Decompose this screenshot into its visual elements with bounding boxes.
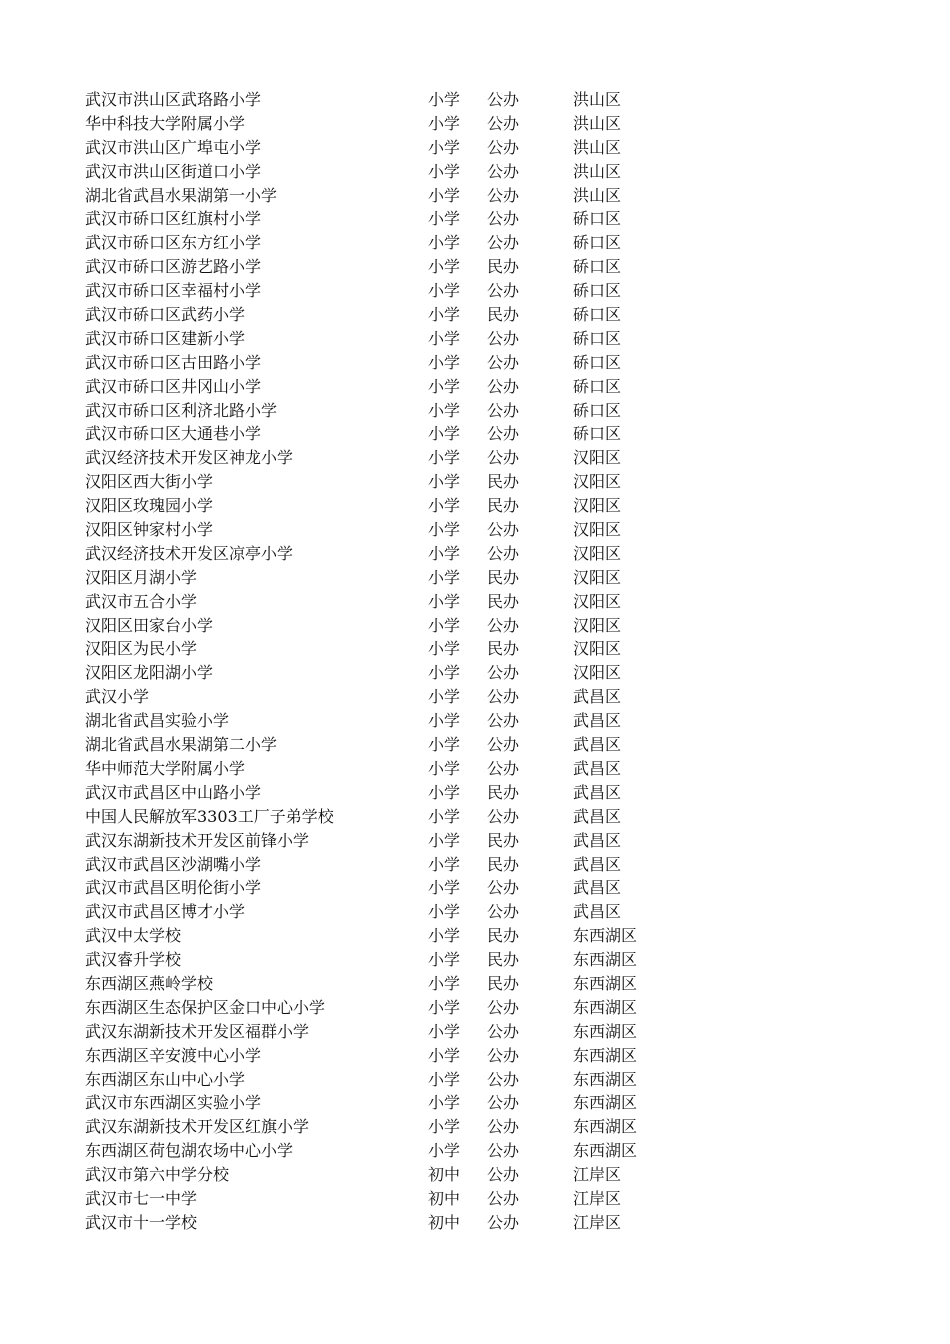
school-type-cell: 民办 — [487, 472, 520, 492]
school-name-cell: 东西湖区辛安渡中心小学 — [85, 1045, 262, 1065]
school-name-cell: 东西湖区生态保护区金口中心小学 — [85, 997, 326, 1017]
school-name-cell: 汉阳区西大街小学 — [85, 472, 214, 492]
school-type-cell: 公办 — [487, 758, 520, 778]
school-level-cell: 小学 — [428, 735, 461, 755]
school-name-cell: 汉阳区为民小学 — [85, 639, 198, 659]
school-name-cell: 武汉市武昌区中山路小学 — [85, 782, 262, 802]
school-type-cell: 公办 — [487, 520, 520, 540]
school-level-cell: 小学 — [428, 520, 461, 540]
school-type-cell: 公办 — [487, 113, 520, 133]
school-name-cell: 武汉东湖新技术开发区前锋小学 — [85, 830, 310, 850]
school-name-cell: 武汉市武昌区沙湖嘴小学 — [85, 854, 262, 874]
school-type-cell: 公办 — [487, 1045, 520, 1065]
school-name-cell: 武汉市东西湖区实验小学 — [85, 1093, 262, 1113]
school-type-cell: 公办 — [487, 663, 520, 683]
school-name-cell: 武汉经济技术开发区凉亭小学 — [85, 543, 294, 563]
school-district-cell: 硚口区 — [573, 257, 622, 277]
school-district-cell: 武昌区 — [573, 830, 622, 850]
school-type-cell: 公办 — [487, 352, 520, 372]
school-name-cell: 武汉市硚口区利济北路小学 — [85, 400, 278, 420]
school-type-cell: 民办 — [487, 950, 520, 970]
school-type-cell: 公办 — [487, 376, 520, 396]
school-level-cell: 小学 — [428, 639, 461, 659]
school-level-cell: 小学 — [428, 663, 461, 683]
school-level-cell: 小学 — [428, 1045, 461, 1065]
school-type-cell: 公办 — [487, 1212, 520, 1232]
school-district-cell: 江岸区 — [573, 1165, 622, 1185]
school-type-cell: 公办 — [487, 902, 520, 922]
school-name-cell: 武汉市硚口区大通巷小学 — [85, 424, 262, 444]
school-name-cell: 武汉市硚口区武药小学 — [85, 305, 246, 325]
school-level-cell: 小学 — [428, 424, 461, 444]
school-name-cell: 湖北省武昌水果湖第二小学 — [85, 735, 278, 755]
school-district-cell: 汉阳区 — [573, 567, 622, 587]
school-name-cell: 东西湖区东山中心小学 — [85, 1069, 246, 1089]
school-level-cell: 小学 — [428, 328, 461, 348]
school-district-cell: 汉阳区 — [573, 591, 622, 611]
school-district-cell: 硚口区 — [573, 376, 622, 396]
school-district-cell: 东西湖区 — [573, 973, 638, 993]
school-district-cell: 汉阳区 — [573, 615, 622, 635]
school-level-cell: 小学 — [428, 830, 461, 850]
school-district-cell: 洪山区 — [573, 137, 622, 157]
school-type-cell: 民办 — [487, 973, 520, 993]
school-name-cell: 湖北省武昌实验小学 — [85, 711, 230, 731]
school-level-cell: 小学 — [428, 782, 461, 802]
school-district-cell: 武昌区 — [573, 735, 622, 755]
school-level-cell: 小学 — [428, 137, 461, 157]
school-district-cell: 硚口区 — [573, 305, 622, 325]
school-name-cell: 武汉市洪山区武珞路小学 — [85, 90, 262, 109]
school-level-cell: 小学 — [428, 472, 461, 492]
school-district-cell: 武昌区 — [573, 711, 622, 731]
school-level-cell: 小学 — [428, 902, 461, 922]
school-level-cell: 初中 — [428, 1165, 461, 1185]
school-name-cell: 汉阳区龙阳湖小学 — [85, 663, 214, 683]
school-district-cell: 汉阳区 — [573, 639, 622, 659]
school-type-cell: 公办 — [487, 687, 520, 707]
school-level-cell: 小学 — [428, 973, 461, 993]
school-level-cell: 小学 — [428, 496, 461, 516]
school-type-cell: 公办 — [487, 1093, 520, 1113]
school-district-cell: 武昌区 — [573, 902, 622, 922]
school-type-cell: 公办 — [487, 711, 520, 731]
school-level-cell: 小学 — [428, 448, 461, 468]
school-level-cell: 小学 — [428, 185, 461, 205]
school-type-cell: 公办 — [487, 615, 520, 635]
school-level-cell: 小学 — [428, 305, 461, 325]
school-level-cell: 小学 — [428, 1069, 461, 1089]
school-name-cell: 武汉市武昌区博才小学 — [85, 902, 246, 922]
school-name-cell: 武汉市七一中学 — [85, 1188, 198, 1208]
school-name-cell: 武汉市硚口区东方红小学 — [85, 233, 262, 253]
school-name-cell: 中国人民解放军3303工厂子弟学校 — [85, 806, 334, 826]
school-district-cell: 硚口区 — [573, 233, 622, 253]
school-district-cell: 东西湖区 — [573, 1141, 638, 1161]
school-type-cell: 公办 — [487, 233, 520, 253]
school-name-cell: 汉阳区月湖小学 — [85, 567, 198, 587]
school-district-cell: 武昌区 — [573, 758, 622, 778]
school-name-cell: 武汉市第六中学分校 — [85, 1165, 230, 1185]
school-level-cell: 小学 — [428, 926, 461, 946]
school-name-cell: 华中科技大学附属小学 — [85, 113, 246, 133]
school-type-cell: 民办 — [487, 830, 520, 850]
school-district-cell: 东西湖区 — [573, 950, 638, 970]
school-name-cell: 武汉市硚口区幸福村小学 — [85, 281, 262, 301]
school-level-cell: 小学 — [428, 878, 461, 898]
school-type-cell: 民办 — [487, 639, 520, 659]
school-district-cell: 汉阳区 — [573, 448, 622, 468]
school-level-cell: 小学 — [428, 281, 461, 301]
school-type-cell: 民办 — [487, 591, 520, 611]
school-name-cell: 东西湖区荷包湖农场中心小学 — [85, 1141, 294, 1161]
school-district-cell: 硚口区 — [573, 352, 622, 372]
school-name-cell: 汉阳区玫瑰园小学 — [85, 496, 214, 516]
school-district-cell: 江岸区 — [573, 1188, 622, 1208]
school-district-cell: 东西湖区 — [573, 1045, 638, 1065]
school-district-cell: 武昌区 — [573, 782, 622, 802]
school-type-cell: 公办 — [487, 543, 520, 563]
school-type-cell: 公办 — [487, 448, 520, 468]
school-level-cell: 小学 — [428, 543, 461, 563]
school-type-cell: 民办 — [487, 496, 520, 516]
school-district-cell: 东西湖区 — [573, 1069, 638, 1089]
school-type-cell: 公办 — [487, 1117, 520, 1137]
school-name-cell: 武汉市硚口区游艺路小学 — [85, 257, 262, 277]
school-level-cell: 小学 — [428, 90, 461, 109]
school-name-cell: 湖北省武昌水果湖第一小学 — [85, 185, 278, 205]
school-level-cell: 小学 — [428, 806, 461, 826]
school-level-cell: 小学 — [428, 950, 461, 970]
school-type-cell: 民办 — [487, 782, 520, 802]
school-type-cell: 公办 — [487, 281, 520, 301]
school-district-cell: 汉阳区 — [573, 663, 622, 683]
school-name-cell: 武汉市洪山区街道口小学 — [85, 161, 262, 181]
school-district-cell: 硚口区 — [573, 328, 622, 348]
school-level-cell: 小学 — [428, 1021, 461, 1041]
school-type-cell: 公办 — [487, 209, 520, 229]
school-type-cell: 民办 — [487, 305, 520, 325]
school-district-cell: 东西湖区 — [573, 926, 638, 946]
school-district-cell: 硚口区 — [573, 400, 622, 420]
school-district-cell: 东西湖区 — [573, 1021, 638, 1041]
school-district-cell: 洪山区 — [573, 113, 622, 133]
school-district-cell: 汉阳区 — [573, 472, 622, 492]
school-name-cell: 武汉市硚口区井冈山小学 — [85, 376, 262, 396]
school-level-cell: 小学 — [428, 1117, 461, 1137]
school-name-cell: 武汉经济技术开发区神龙小学 — [85, 448, 294, 468]
school-name-cell: 武汉市硚口区红旗村小学 — [85, 209, 262, 229]
school-district-cell: 硚口区 — [573, 424, 622, 444]
school-district-cell: 东西湖区 — [573, 1093, 638, 1113]
school-type-cell: 公办 — [487, 90, 520, 109]
school-level-cell: 小学 — [428, 400, 461, 420]
school-name-cell: 武汉东湖新技术开发区福群小学 — [85, 1021, 310, 1041]
school-type-cell: 公办 — [487, 137, 520, 157]
school-name-cell: 武汉东湖新技术开发区红旗小学 — [85, 1117, 310, 1137]
school-district-cell: 洪山区 — [573, 161, 622, 181]
school-level-cell: 初中 — [428, 1188, 461, 1208]
school-district-cell: 汉阳区 — [573, 496, 622, 516]
school-district-cell: 武昌区 — [573, 878, 622, 898]
school-type-cell: 民办 — [487, 854, 520, 874]
school-name-cell: 武汉中太学校 — [85, 926, 182, 946]
school-district-cell: 武昌区 — [573, 854, 622, 874]
school-name-cell: 武汉市五合小学 — [85, 591, 198, 611]
school-level-cell: 小学 — [428, 1093, 461, 1113]
school-name-cell: 武汉市硚口区古田路小学 — [85, 352, 262, 372]
school-level-cell: 小学 — [428, 113, 461, 133]
school-level-cell: 小学 — [428, 567, 461, 587]
school-type-cell: 公办 — [487, 161, 520, 181]
school-name-cell: 武汉市十一学校 — [85, 1212, 198, 1232]
school-district-cell: 硚口区 — [573, 281, 622, 301]
school-level-cell: 小学 — [428, 854, 461, 874]
school-type-cell: 公办 — [487, 424, 520, 444]
school-district-cell: 武昌区 — [573, 687, 622, 707]
school-name-cell: 武汉睿升学校 — [85, 950, 182, 970]
school-name-cell: 东西湖区燕岭学校 — [85, 973, 214, 993]
school-district-cell: 洪山区 — [573, 90, 622, 109]
school-level-cell: 小学 — [428, 687, 461, 707]
school-level-cell: 初中 — [428, 1212, 461, 1232]
school-level-cell: 小学 — [428, 615, 461, 635]
school-level-cell: 小学 — [428, 376, 461, 396]
school-district-cell: 洪山区 — [573, 185, 622, 205]
school-type-cell: 公办 — [487, 400, 520, 420]
school-district-cell: 汉阳区 — [573, 520, 622, 540]
school-type-cell: 公办 — [487, 735, 520, 755]
school-district-cell: 硚口区 — [573, 209, 622, 229]
school-type-cell: 公办 — [487, 806, 520, 826]
school-type-cell: 公办 — [487, 1188, 520, 1208]
school-type-cell: 公办 — [487, 1165, 520, 1185]
school-level-cell: 小学 — [428, 257, 461, 277]
school-district-cell: 东西湖区 — [573, 997, 638, 1017]
school-type-cell: 公办 — [487, 185, 520, 205]
school-level-cell: 小学 — [428, 711, 461, 731]
school-name-cell: 汉阳区田家台小学 — [85, 615, 214, 635]
school-district-cell: 东西湖区 — [573, 1117, 638, 1137]
school-type-cell: 公办 — [487, 1021, 520, 1041]
school-level-cell: 小学 — [428, 758, 461, 778]
school-name-cell: 武汉市硚口区建新小学 — [85, 328, 246, 348]
school-level-cell: 小学 — [428, 161, 461, 181]
school-name-cell: 武汉市洪山区广埠屯小学 — [85, 137, 262, 157]
school-name-cell: 武汉小学 — [85, 687, 150, 707]
school-name-cell: 汉阳区钟家村小学 — [85, 520, 214, 540]
school-name-cell: 华中师范大学附属小学 — [85, 758, 246, 778]
school-type-cell: 民办 — [487, 567, 520, 587]
school-name-cell: 武汉市武昌区明伦街小学 — [85, 878, 262, 898]
school-level-cell: 小学 — [428, 233, 461, 253]
school-district-cell: 江岸区 — [573, 1212, 622, 1232]
school-type-cell: 公办 — [487, 1069, 520, 1089]
school-type-cell: 民办 — [487, 926, 520, 946]
school-district-cell: 武昌区 — [573, 806, 622, 826]
school-level-cell: 小学 — [428, 209, 461, 229]
school-type-cell: 公办 — [487, 878, 520, 898]
school-level-cell: 小学 — [428, 352, 461, 372]
school-level-cell: 小学 — [428, 1141, 461, 1161]
school-type-cell: 民办 — [487, 257, 520, 277]
school-type-cell: 公办 — [487, 328, 520, 348]
school-type-cell: 公办 — [487, 997, 520, 1017]
school-district-cell: 汉阳区 — [573, 543, 622, 563]
school-level-cell: 小学 — [428, 997, 461, 1017]
school-level-cell: 小学 — [428, 591, 461, 611]
school-type-cell: 公办 — [487, 1141, 520, 1161]
